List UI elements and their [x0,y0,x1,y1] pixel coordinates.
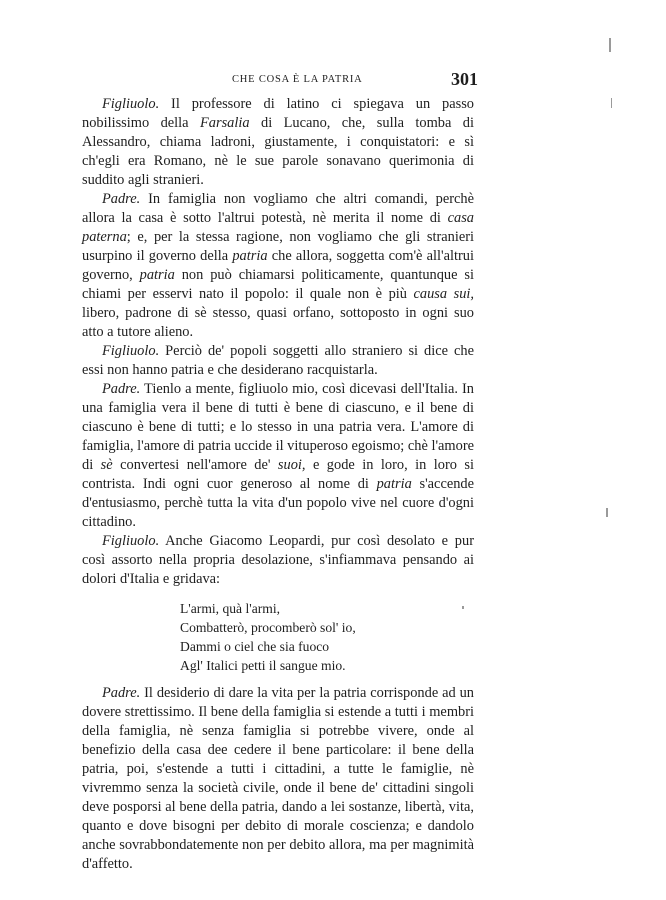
text-run: ; e, per la stessa ragione, non vogliamo che gli stranieri usurpino il governo della [82,229,474,264]
text-run: Anche Giacomo Leopardi, pur così desolato e pur così assorto nella propria desolazione, s'infiammava pensando ai dolori d'Italia e gridava: [82,533,474,587]
speaker-label: Padre. [102,381,141,397]
paragraph-1 [82,95,474,190]
text-run: Il desiderio di dare la vita per la patria corrisponde ad un dovere strettissimo. Il bene della famiglia si estende a tutti i membri della famiglia, nè senza famiglia si potrebbe vivere, onde al benefizio della casa dee cedere il bene particolare: il bene della patria, poi, s'estende a tutti i cittadini, a tutte le famiglie, nè vivremmo senza la società civile, onde il bene de' cittadini singoli deve posporsi al bene della patria, dando a lei sostanze, libertà, vita, quanto e dove bisogni per debito di morale coscienza; e dandolo anche sovrabbondatemente non per debito allora, ma per magnimità d'affetto. [82,685,474,872]
speaker-label: Figliuolo. [102,343,160,359]
text-run: convertesi nell'amore de' [112,457,278,473]
speaker-label: Figliuolo. [102,96,160,112]
text-run: che allora, soggetta com'è all'altrui governo, [82,248,474,283]
text-run: Perciò de' popoli soggetti allo straniero si dice che essi non hanno patria e che desiderano racquistarla. [82,343,474,378]
italic-text: casa paterna [82,210,474,245]
paragraph-4 [82,380,474,532]
text-run: libero, padrone di sè stesso, quasi orfano, sottoposto in ogni suo atto a tutore alieno. [82,305,474,340]
poem-line: Agl' Italici petti il sangue mio. [180,658,346,673]
italic-text: causa sui, [413,286,474,302]
paragraph-5 [82,532,474,589]
poem-line: Combatterò, procomberò sol' io, [180,620,356,635]
text-run: s'accende d'entusiasmo, perchè tutta la vita d'un popolo vive nel cuore d'ogni cittadino. [82,476,475,530]
text-run: di Lucano, che, sulla tomba di Alessandro, chiama ladroni, giustamente, i conquistatori: e sì ch'egli era Romano, nè le sue parole sonavano querimonia di suddito agli stranieri. [82,115,474,188]
italic-text: patria [376,476,412,492]
scan-edge-mark [611,98,612,108]
scan-edge-mark [462,606,464,609]
speaker-label: Padre. [102,191,141,207]
poem-line: Dammi o ciel che sia fuoco [180,639,330,654]
italic-text: Farsalia [200,115,250,131]
running-title: CHE COSA È LA PATRIA [232,74,363,85]
italic-text: patria [232,248,268,264]
paragraph-6 [82,684,474,874]
text-run: non può chiamarsi politicamente, quantunque si chiami per esservi nato il popolo: il quale non è più [82,267,474,302]
speaker-label: Figliuolo. [102,533,160,549]
paragraph-2 [82,190,474,342]
text-run: In famiglia non vogliamo che altri comandi, perchè allora la casa è sotto l'altrui potestà, nè merita il nome di [82,191,474,226]
italic-text: sè [100,457,113,473]
text-run: Tienlo a mente, figliuolo mio, così dicevasi dell'Italia. In una famiglia vera il bene di tutti è bene di ciascuno, e il bene di ciascuno è bene di tutti; e lo stesso in una patria vera. L'amore di famiglia, l'amore di patria uccide il vituperoso egoismo; chè l'amore di [82,381,475,473]
scan-edge-mark [609,38,611,52]
poem-line: L'armi, quà l'armi, [180,601,281,616]
paragraph-3 [82,342,474,380]
scan-edge-mark [606,508,608,517]
text-run: Il professore di latino ci spiegava un passo nobilissimo della [82,96,474,131]
italic-text: patria [139,267,175,283]
speaker-label: Padre. [102,685,141,701]
page-number: 301 [451,69,478,89]
italic-text: suoi, [277,457,306,473]
text-run: e gode in loro, in loro si contrista. Indi ogni cuor generoso al nome di [82,457,474,492]
body-text [82,95,474,874]
poem-quote [180,599,474,675]
